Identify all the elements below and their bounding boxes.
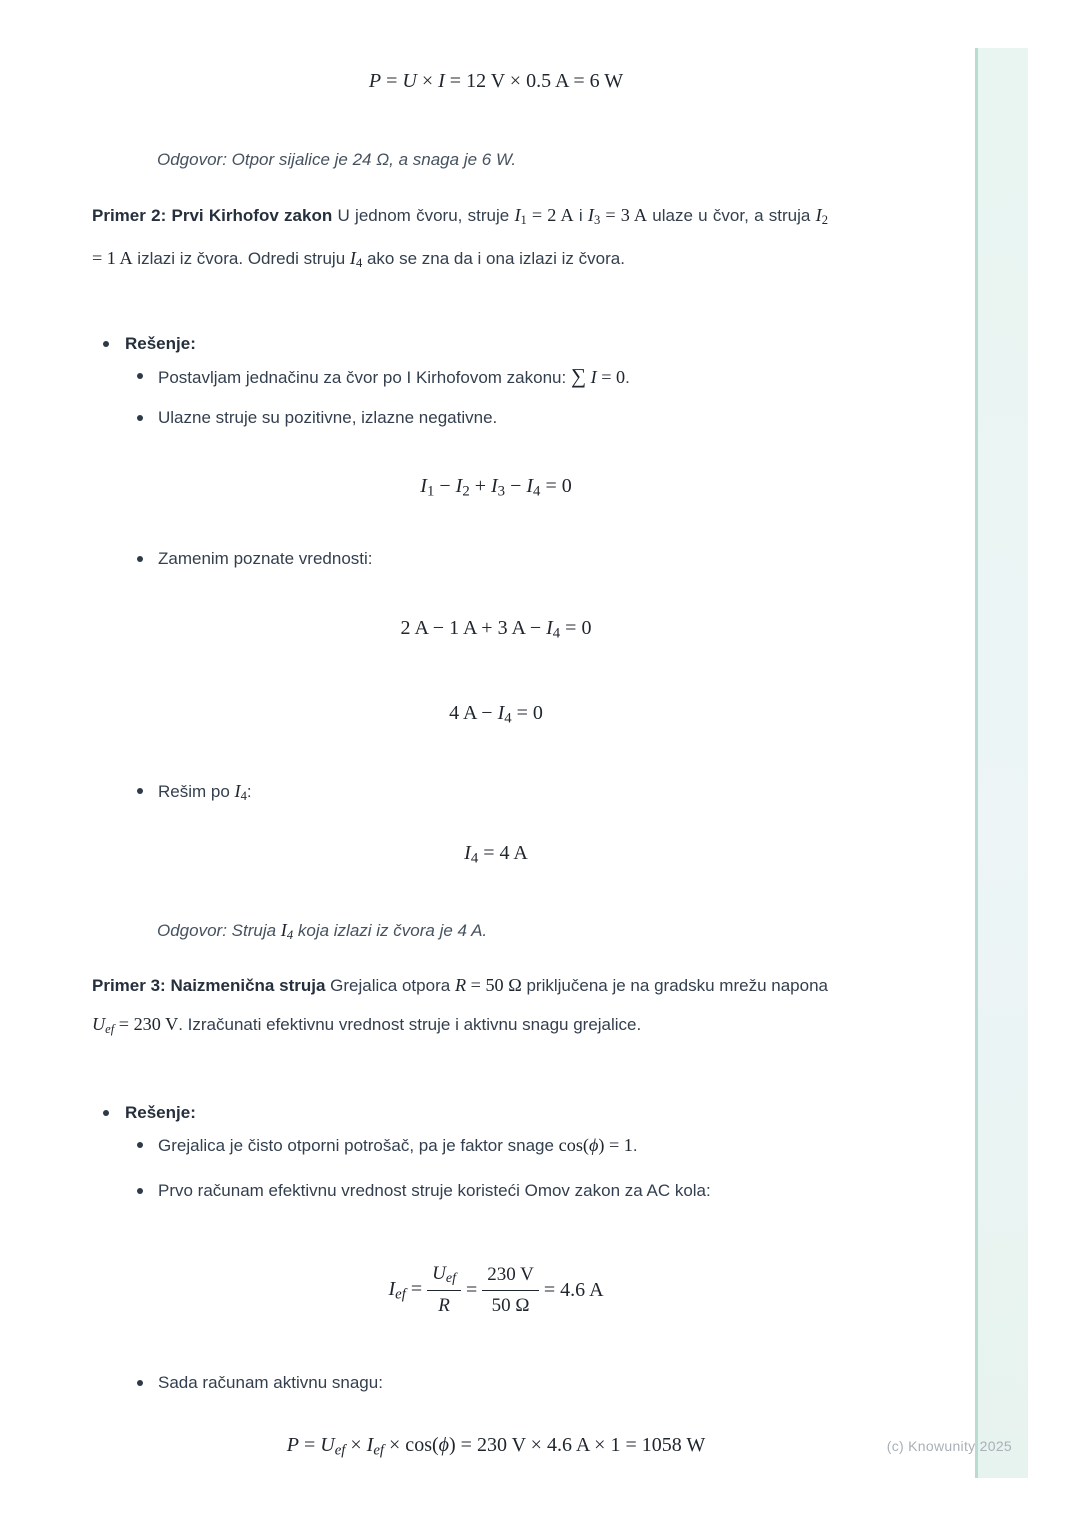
formula-rhs: = 4.6 A	[543, 1278, 604, 1301]
bullet-icon	[103, 341, 109, 347]
list-item-label: Ulazne struje su pozitivne, izlazne negativne.	[158, 408, 498, 427]
answer-text-2: Odgovor: Struja I4 koja izlazi iz čvora je 4 A.	[157, 920, 488, 942]
bullet-icon	[137, 556, 143, 562]
list-item-label: Sada računam aktivnu snagu:	[158, 1373, 383, 1392]
formula-simplified: 4 A − I4 = 0	[449, 702, 543, 727]
bullet-icon	[103, 1110, 109, 1116]
fraction-uef-over-r	[427, 1262, 461, 1318]
fraction-denominator: R	[438, 1295, 450, 1317]
fraction-denominator: 50 Ω	[491, 1294, 530, 1316]
list-item-ulazne	[92, 399, 828, 437]
list-item-prvo	[92, 1172, 792, 1210]
list-item-resim	[92, 772, 828, 815]
bullet-icon	[137, 1380, 143, 1386]
bullet-icon	[137, 373, 143, 379]
formula-power-lamp: P = U × I = 12 V × 0.5 A = 6 W	[368, 70, 624, 92]
bullet-icon	[137, 1188, 143, 1194]
paragraph-primer-2: Primer 2: Prvi Kirhofov zakon U jednom čvoru, struje I1 = 2 A i I3 = 3 A ulaze u čvor, a struja I2 = 1 A izlazi iz čvora. Odredi struju I4 ako se zna da i ona izlazi iz čvora.	[92, 205, 828, 270]
formula-lhs: Ief =	[388, 1277, 423, 1302]
list-item-zamenim	[92, 540, 828, 578]
list-item-label: Zamenim poznate vrednosti:	[158, 549, 373, 568]
formula-equals: =	[465, 1278, 478, 1301]
paragraph-primer-3: Primer 3: Naizmenična struja Grejalica otpora R = 50 Ω priključena je na gradsku mrežu napona Uef = 230 V. Izračunati efektivnu vrednost struje i aktivnu snagu grejalice.	[92, 975, 829, 1036]
list-item-label: Postavljam jednačinu za čvor po I Kirhofovom zakonu: ∑ I = 0.	[158, 364, 630, 388]
formula-substituted-values: 2 A − 1 A + 3 A − I4 = 0	[400, 617, 592, 642]
copyright-watermark: (c) Knowunity 2025	[886, 1438, 1012, 1454]
list-item-label: Rešenje:	[125, 1103, 196, 1122]
fraction-230v-over-50ohm	[482, 1263, 539, 1318]
list-item-postavljam	[92, 357, 828, 397]
formula-ief-fraction	[92, 1254, 900, 1326]
list-item-grejalica	[92, 1126, 828, 1165]
bullet-icon	[137, 415, 143, 421]
fraction-numerator: Uef	[427, 1262, 461, 1292]
formula-active-power: P = Uef × Ief × cos(ϕ) = 230 V × 4.6 A × 1 = 1058 W	[286, 1434, 706, 1459]
bullet-icon	[137, 788, 143, 794]
fraction-numerator: 230 V	[482, 1263, 539, 1291]
bullet-icon	[137, 1142, 143, 1148]
formula-kirchhoff-node: I1 − I2 + I3 − I4 = 0	[420, 475, 572, 500]
formula-i4-result: I4 = 4 A	[464, 842, 528, 867]
list-item-label: Rešim po I4:	[158, 781, 252, 803]
page-edge-highlight-stripe	[975, 48, 1028, 1478]
list-item-label: Prvo računam efektivnu vrednost struje koristeći Omov zakon za AC kola:	[158, 1181, 711, 1200]
answer-text-1: Odgovor: Otpor sijalice je 24 Ω, a snaga je 6 W.	[157, 150, 517, 169]
list-item-sada	[92, 1364, 828, 1402]
list-item-label: Rešenje:	[125, 334, 196, 353]
list-item-label: Grejalica je čisto otporni potrošač, pa je faktor snage cos(ϕ) = 1.	[158, 1135, 638, 1155]
